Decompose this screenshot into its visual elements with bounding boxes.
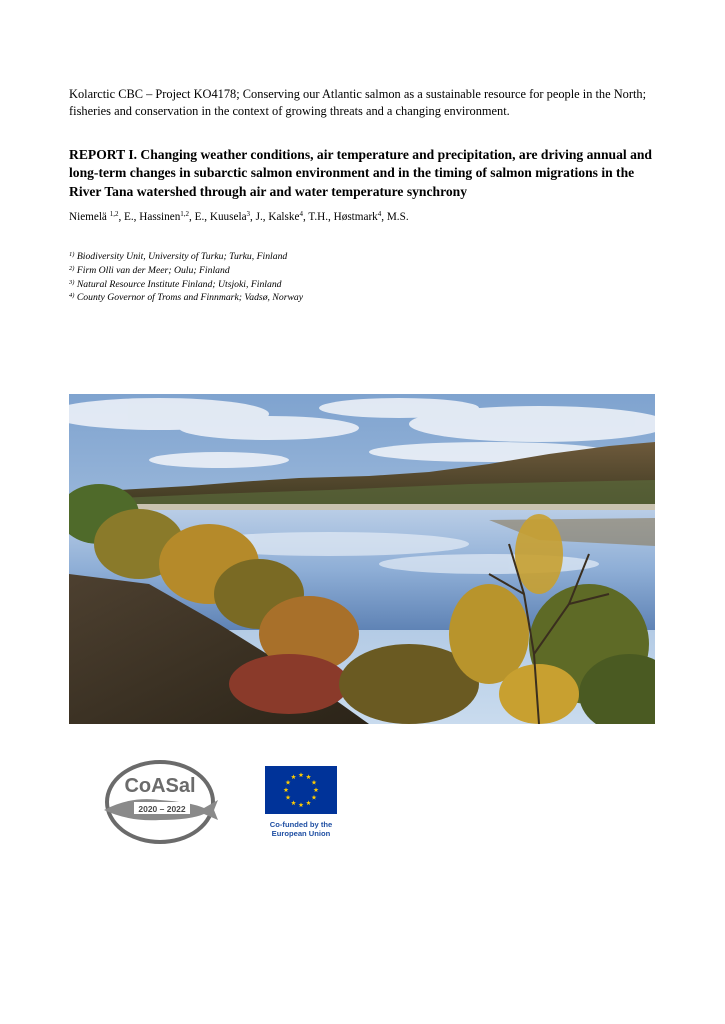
- author-name: Niemelä: [69, 211, 107, 223]
- affiliation-item: [69, 278, 661, 292]
- author-affiliation-mark: 4: [377, 210, 382, 218]
- affiliation-item: [69, 264, 661, 278]
- river-landscape-illustration: [69, 394, 655, 724]
- author-name: Kuusela: [209, 211, 247, 223]
- author-initials: , E.,: [189, 211, 210, 223]
- author-initials: , T.H.,: [302, 211, 334, 223]
- eu-caption-line2: European Union: [271, 829, 331, 838]
- author-initials: , M.S.: [381, 211, 409, 223]
- coasal-logo: [100, 758, 222, 846]
- affiliation-text: County Governor of Troms and Finnmark; Vadsø, Norway: [76, 292, 304, 304]
- eu-flag-icon: [265, 766, 337, 814]
- author-name: Høstmark: [333, 211, 378, 223]
- affiliation-mark: 3): [69, 278, 75, 286]
- affiliation-text: Firm Olli van der Meer; Oulu; Finland: [76, 264, 230, 276]
- eu-cofunded-logo: [265, 766, 339, 844]
- affiliation-list: [69, 250, 661, 305]
- affiliation-mark: 2): [69, 264, 75, 272]
- author-affiliation-mark: 1,2: [109, 210, 119, 218]
- affiliation-text: Biodiversity Unit, University of Turku; Turku, Finland: [76, 251, 288, 262]
- coasal-years: 2020 – 2022: [138, 804, 186, 814]
- author-affiliation-mark: 3: [246, 210, 251, 218]
- river-landscape-photo: [69, 394, 655, 724]
- author-initials: , E.,: [118, 211, 140, 223]
- project-line: Kolarctic CBC – Project KO4178; Conserving our Atlantic salmon as a sustainable resource for people in the North; fisheries and conservation in the context of growing threats and a changing environment.: [69, 87, 647, 118]
- author-name: Kalske: [268, 211, 300, 223]
- coasal-salmon-emblem: [100, 758, 222, 846]
- author-name: Hassinen: [139, 211, 181, 223]
- affiliation-mark: 4): [69, 292, 75, 300]
- eu-caption-line1: Co-funded by the: [269, 820, 333, 829]
- author-affiliation-mark: 4: [299, 210, 303, 218]
- eu-caption: [265, 820, 337, 838]
- author-initials: , J.,: [250, 211, 269, 223]
- affiliation-text: Natural Resource Institute Finland; Utsjoki, Finland: [76, 278, 282, 290]
- coasal-name: CoASal: [124, 775, 196, 797]
- affiliation-item: [69, 250, 661, 264]
- affiliation-mark: 1): [69, 251, 75, 258]
- author-affiliation-mark: 1,2: [180, 210, 190, 218]
- affiliation-item: [69, 291, 661, 305]
- report-title: REPORT I. Changing weather conditions, air temperature and precipitation, are driving annual and long-term changes in subarctic salmon environment and in the timing of salmon migrations in the River Tana watershed through air and water temperature synchrony: [69, 147, 652, 199]
- author-list: [69, 209, 661, 225]
